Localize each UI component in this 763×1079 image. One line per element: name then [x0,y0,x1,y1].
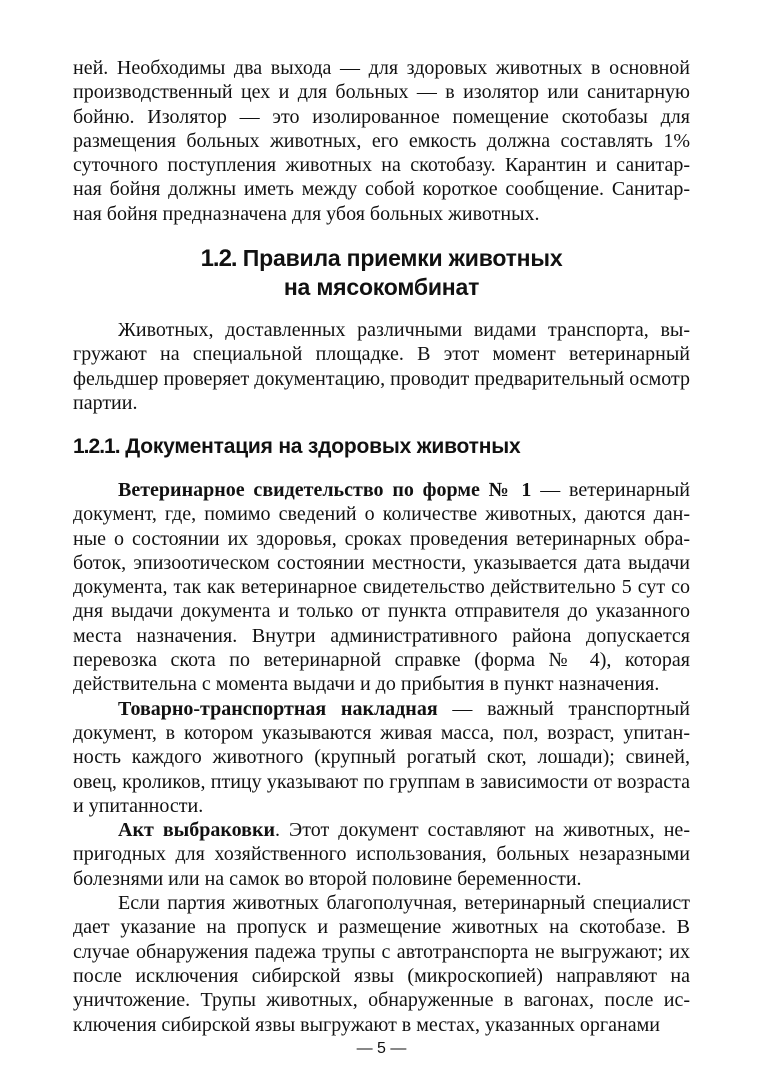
section-paragraph [73,318,690,415]
doc3-term: Акт выбраковки [118,819,275,842]
intro-line: бойню. Изолятор — это изолированное помещение скотобазы для [73,105,690,128]
doc3-paragraph [73,818,690,891]
section-paragraph-text: Животных, доставленных различными видами транспорта, выгружают на специальной площадке. В этот момент ветеринарный фельдшер проверяет документацию, проводит предварительный осмотр партии. [73,319,690,414]
doc3-text: . Этот документ составляют на животных, непригодных для хозяйственного использования, больных незаразными болезнями или на самок во второй половине беременности. [73,819,690,890]
intro-line: ная бойня должны иметь между собой короткое сообщение. Санитар- [73,178,690,201]
doc2-text: — важный транспортный документ, в котором указываются живая масса, пол, возраст, упитанность каждого животного (крупный рогатый скот, лошади); свиней, овец, кроликов, птицу указывают по группам в зависимости от возраста и упитанности. [73,697,691,817]
intro-line: ная бойня предназначена для убоя больных животных. [73,202,540,225]
intro-paragraph [73,56,690,226]
page-number: — 5 — [356,1040,407,1057]
section-title-line1: Правила приемки животных [242,245,563,271]
doc1-text: — ветеринарный документ, где, помимо сведений о количестве животных, даются данные о состоянии их здоровья, сроках проведения ветеринарных обработок, эпизоотическом состоянии местности, указывается дата выдачи документа, так как ветеринарное свидетельство действительно 5 сут со дня выдачи документа и только от пункта отправителя до указанного места назначения. Внутри административного района допускается перевозка скота по ветеринарной справке (форма № 4), которая действительна с момента выдачи и до прибытия в пункт назначения. [73,479,691,696]
intro-line: размещения больных животных, его емкость должна составлять 1% [73,129,690,152]
subsection-number: 1.2.1. [73,435,120,458]
doc1-paragraph [73,478,690,697]
intro-line: ней. Необходимы два выхода — для здоровых животных в основной [73,57,690,79]
body-text [73,478,690,1037]
subsection-heading [73,434,690,460]
intro-line: производственный цех и для больных — в изолятор или санитарную [73,81,690,104]
doc2-term: Товарно-транспортная накладная [118,697,438,720]
section-heading [73,244,690,301]
section-title-line2: на мясокомбинат [283,274,480,300]
intro-line: суточного поступления животных на скотобазу. Карантин и санитар- [73,154,690,177]
doc2-paragraph [73,697,690,818]
subsection-title: Документация на здоровых животных [125,435,521,458]
section-number: 1.2. [200,245,237,272]
doc1-term: Ветеринарное свидетельство по форме № 1 [118,479,532,501]
final-paragraph: Если партия животных благополучная, ветеринарный специалист дает указание на пропуск и размещение животных на скотобазе. В случае обнаружения падежа трупы с автотранспорта не выгружают; их после исключения сибирской язвы (микроскопией) направляют на уничтожение. Трупы животных, обнаруженные в вагонах, после исключения сибирской язвы выгружают в местах, указанных органами [73,892,690,1036]
